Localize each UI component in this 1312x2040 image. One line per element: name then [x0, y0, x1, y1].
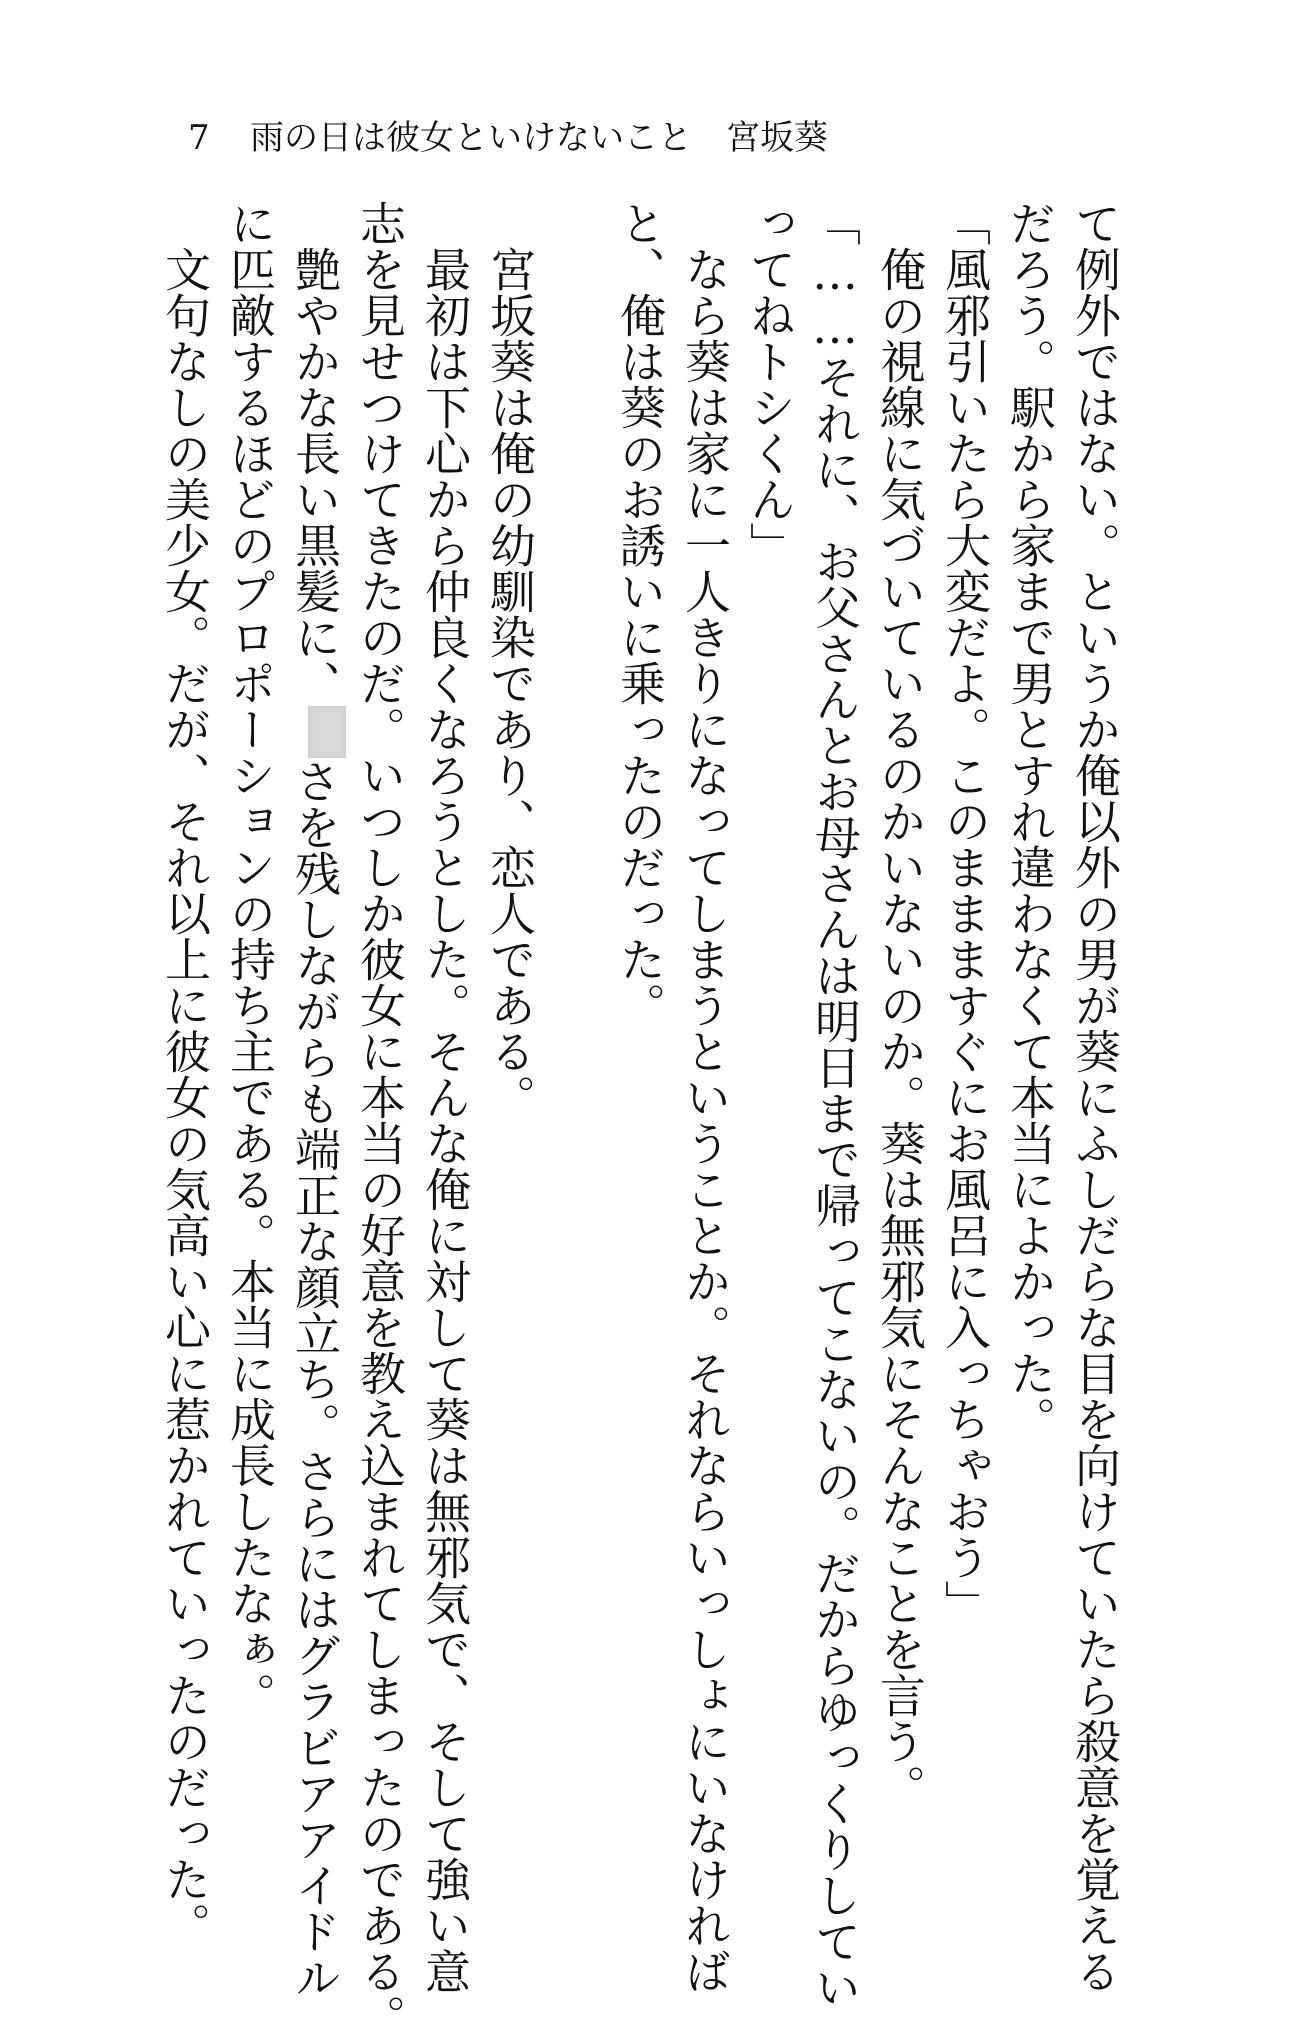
- text-line: 志を見せつけてきたのだ。いつしか彼女に本当の好意を教え込まれてしまったのである。: [353, 200, 407, 2040]
- text-segment: さを残しながらも端正な顔立ち。さらにはグラビアアイドル: [288, 758, 342, 2000]
- page-number: 7: [188, 118, 210, 158]
- text-segment: 艶やかな長い黒髪に、: [288, 200, 342, 706]
- text-line: 「風邪引いたら大変だよ。このままますぐにお風呂に入っちゃおう」: [938, 200, 992, 1626]
- censored-blur-mark: [308, 706, 346, 758]
- text-line: て例外ではない。というか俺以外の男が葵にふしだらな目を向けていたら殺意を覚える: [1068, 200, 1122, 1994]
- text-line: 宮坂葵は俺の幼馴染であり、恋人である。: [483, 200, 537, 1120]
- text-line-with-censor: [282, 200, 347, 2000]
- scene-break: [542, 200, 607, 1680]
- text-line: ってねトシくん」: [743, 200, 797, 568]
- text-line: だろう。駅から家まで男とすれ違わなくて本当によかった。: [1003, 200, 1057, 1442]
- author-name: 宮坂葵: [726, 118, 828, 158]
- text-line: 最初は下心から仲良くなろうとした。そんな俺に対して葵は無邪気で、そして強い意: [418, 200, 472, 1994]
- text-line: なら葵は家に一人きりになってしまうということか。それならいっしょにいなければ: [678, 200, 732, 1994]
- text-line: 俺の視線に気づいているのかいないのか。葵は無邪気にそんなことを言う。: [873, 200, 927, 1810]
- text-line: 「……それに、お父さんとお母さんは明日まで帰ってこないの。だからゆっくりしてい: [808, 200, 862, 2010]
- text-line: 文句なしの美少女。だが、それ以上に彼女の気高い心に惹かれていったのだった。: [158, 200, 212, 1948]
- text-line: と、俺は葵のお誘いに乗ったのだった。: [613, 200, 667, 1028]
- book-title: 雨の日は彼女といけないこと: [250, 118, 692, 158]
- running-header: [188, 116, 828, 160]
- text-line: に匹敵するほどのプロポーションの持ち主である。本当に成長したなぁ。: [223, 200, 277, 1718]
- vertical-body-text: [158, 200, 1127, 2040]
